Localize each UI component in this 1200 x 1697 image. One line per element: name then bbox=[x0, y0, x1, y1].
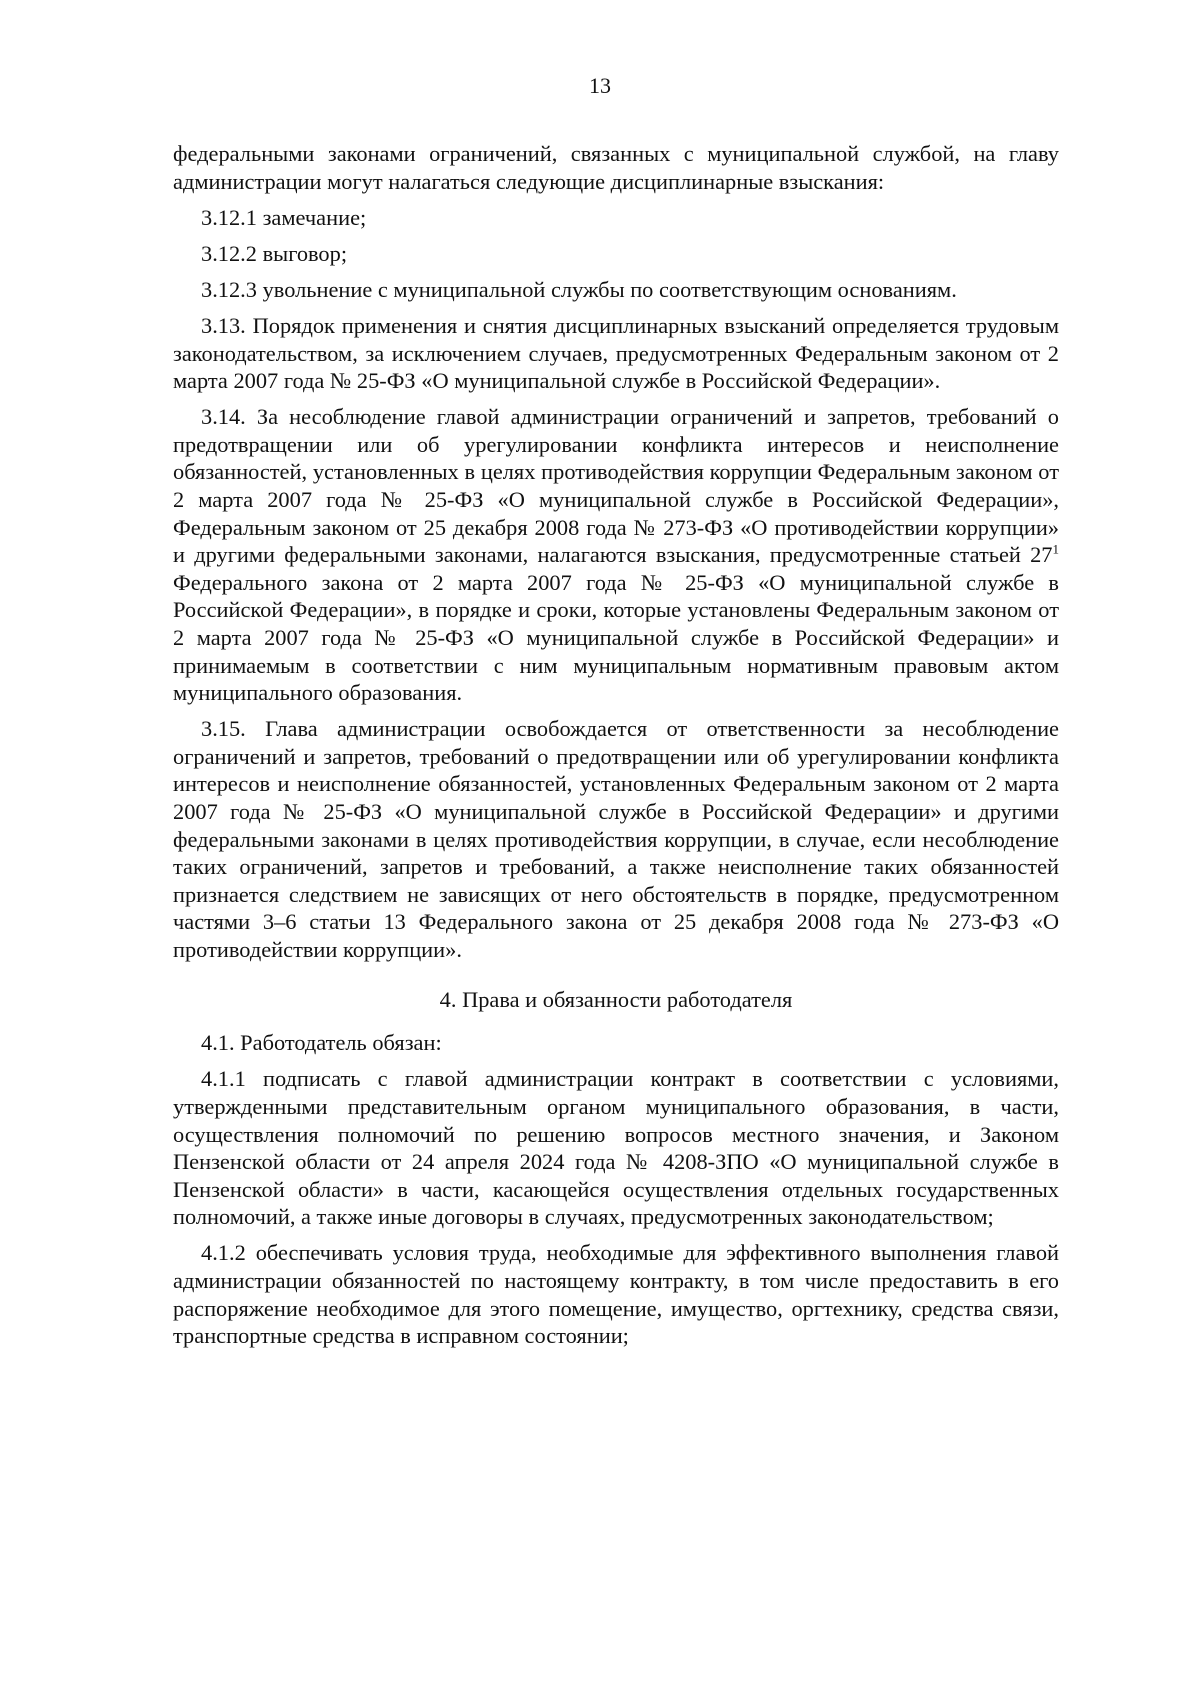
paragraph-4-1-1: 4.1.1 подписать с главой администрации контракт в соответствии с условиями, утвержденными представительным органом муниципального образования, в части, осуществления полномочий по решению вопросов местного значения, и Законом Пензенской области от 24 апреля 2024 года № 4208-ЗПО «О муниципальной службе в Пензенской области» в части, касающейся осуществления отдельных государственных полномочий, а также иные договоры в случаях, предусмотренных законодательством; bbox=[173, 1066, 1059, 1230]
paragraph-3-14 bbox=[173, 403, 1059, 707]
document-body bbox=[173, 140, 1059, 1358]
section-heading-4: 4. Права и обязанности работодателя bbox=[439, 986, 793, 1012]
paragraph-continued: федеральными законами ограничений, связанных с муниципальной службой, на главу администрации могут налагаться следующие дисциплинарные взыскания: bbox=[173, 141, 1059, 194]
paragraph-4-1: 4.1. Работодатель обязан: bbox=[201, 1030, 442, 1056]
article-superscript: 1 bbox=[1052, 541, 1059, 557]
paragraph-3-12-2: 3.12.2 выговор; bbox=[201, 240, 348, 266]
paragraph-3-15: 3.15. Глава администрации освобождается от ответственности за несоблюдение ограничений и запретов, требований о предотвращении или об урегулировании конфликта интересов и неисполнение обязанностей, установленных Федеральным законом от 2 марта 2007 года № 25-ФЗ «О муниципальной службе в Российской Федерации» и другими федеральными законами в целях противодействия коррупции, в случае, если несоблюдение таких ограничений, запретов и требований, а также неисполнение таких обязанностей признается следствием не зависящих от него обстоятельств в порядке, предусмотренном частями 3–6 статьи 13 Федерального закона от 25 декабря 2008 года № 273-ФЗ «О противодействии коррупции». bbox=[173, 716, 1059, 963]
paragraph-4-1-2: 4.1.2 обеспечивать условия труда, необходимые для эффективного выполнения главой администрации обязанностей по настоящему контракту, в том числе предоставить в его распоряжение необходимое для этого помещение, имущество, оргтехнику, средства связи, транспортные средства в исправном состоянии; bbox=[173, 1240, 1059, 1349]
page-number: 13 bbox=[589, 73, 611, 98]
paragraph-3-12-3: 3.12.3 увольнение с муниципальной службы по соответствующим основаниям. bbox=[201, 276, 957, 302]
paragraph-3-14-part-b: Федерального закона от 2 марта 2007 года № 25-ФЗ «О муниципальной службе в Российской Федерации», в порядке и сроки, которые установлены Федеральным законом от 2 марта 2007 года № 25-ФЗ «О муниципальной службе в Российской Федерации» и принимаемым в соответствии с ним муниципальным нормативным правовым актом муниципального образования. bbox=[173, 569, 1059, 706]
paragraph-3-12-1: 3.12.1 замечание; bbox=[201, 204, 367, 230]
paragraph-3-14-part-a: 3.14. За несоблюдение главой администрации ограничений и запретов, требований о предотвращении или об урегулировании конфликта интересов и неисполнение обязанностей, установленных в целях противодействия коррупции Федеральным законом от 2 марта 2007 года № 25-ФЗ «О муниципальной службе в Российской Федерации», Федеральным законом от 25 декабря 2008 года № 273-ФЗ «О противодействии коррупции» и другими федеральными законами, налагаются взыскания, предусмотренные статьей 27 bbox=[173, 404, 1059, 568]
paragraph-3-13: 3.13. Порядок применения и снятия дисциплинарных взысканий определяется трудовым законодательством, за исключением случаев, предусмотренных Федеральным законом от 2 марта 2007 года № 25-ФЗ «О муниципальной службе в Российской Федерации». bbox=[173, 312, 1059, 394]
